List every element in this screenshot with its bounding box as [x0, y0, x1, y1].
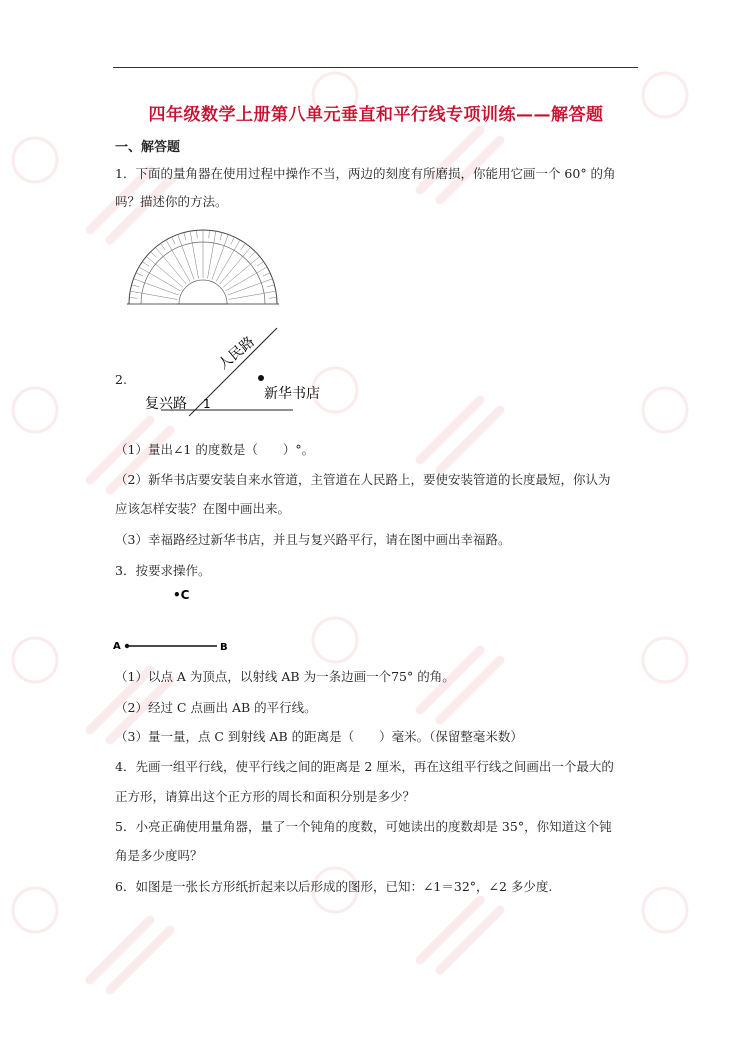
q2-number: 2.: [115, 372, 127, 387]
ray-figure: [113, 585, 243, 655]
point-b-label: B: [220, 642, 228, 653]
q3-part2: （2）经过 C 点画出 AB 的平行线。: [115, 700, 317, 715]
q1-line2: 吗？描述你的方法。: [115, 194, 228, 209]
road-label-renmin: 人民路: [215, 333, 258, 374]
q3-part1: （1）以点 A 为顶点，以射线 AB 为一条边画一个75° 的角。: [115, 669, 455, 684]
q2-part2-line1: （2）新华书店要安装自来水管道，主管道在人民路上，要使安装管道的长度最短，你认为: [115, 472, 611, 487]
point-c-label: •C: [173, 588, 190, 602]
road-figure: [143, 322, 323, 417]
point-a-label: A: [113, 641, 121, 652]
store-label: 新华书店: [264, 386, 320, 402]
protractor-figure: [123, 228, 283, 308]
q5-line1: 5．小亮正确使用量角器，量了一个钝角的度数，可她读出的度数却是 35°，你知道这个钝: [115, 819, 612, 834]
q3-heading: 3．按要求操作。: [115, 563, 211, 578]
road-label-fuxing: 复兴路: [145, 396, 187, 412]
q5-line2: 角是多少度吗？: [115, 848, 203, 863]
q2-part1: （1）量出∠1 的度数是（ ）°。: [115, 442, 315, 457]
q2-part2-line2: 应该怎样安装？在图中画出来。: [115, 501, 291, 516]
header-rule: [113, 67, 638, 68]
q4-line2: 正方形，请算出这个正方形的周长和面积分别是多少？: [115, 789, 416, 804]
angle-label: 1: [203, 397, 211, 411]
q4-line1: 4．先画一组平行线，使平行线之间的距离是 2 厘米，再在这组平行线之间画出一个最大的: [115, 759, 614, 774]
section-heading: 一、解答题: [115, 140, 181, 155]
q3-part3: （3）量一量，点 C 到射线 AB 的距离是（ ）毫米。（保留整毫米数）: [115, 729, 523, 744]
q1-line1: 1．下面的量角器在使用过程中操作不当，两边的刻度有所磨损，你能用它画一个 60° 的角: [115, 166, 616, 181]
q6-line1: 6．如图是一张长方形纸折起来以后形成的图形，已知：∠1＝32°，∠2 多少度.: [115, 879, 553, 894]
q2-part3: （3）幸福路经过新华书店，并且与复兴路平行，请在图中画出幸福路。: [115, 532, 511, 547]
page-title: 四年级数学上册第八单元垂直和平行线专项训练——解答题: [148, 105, 604, 125]
